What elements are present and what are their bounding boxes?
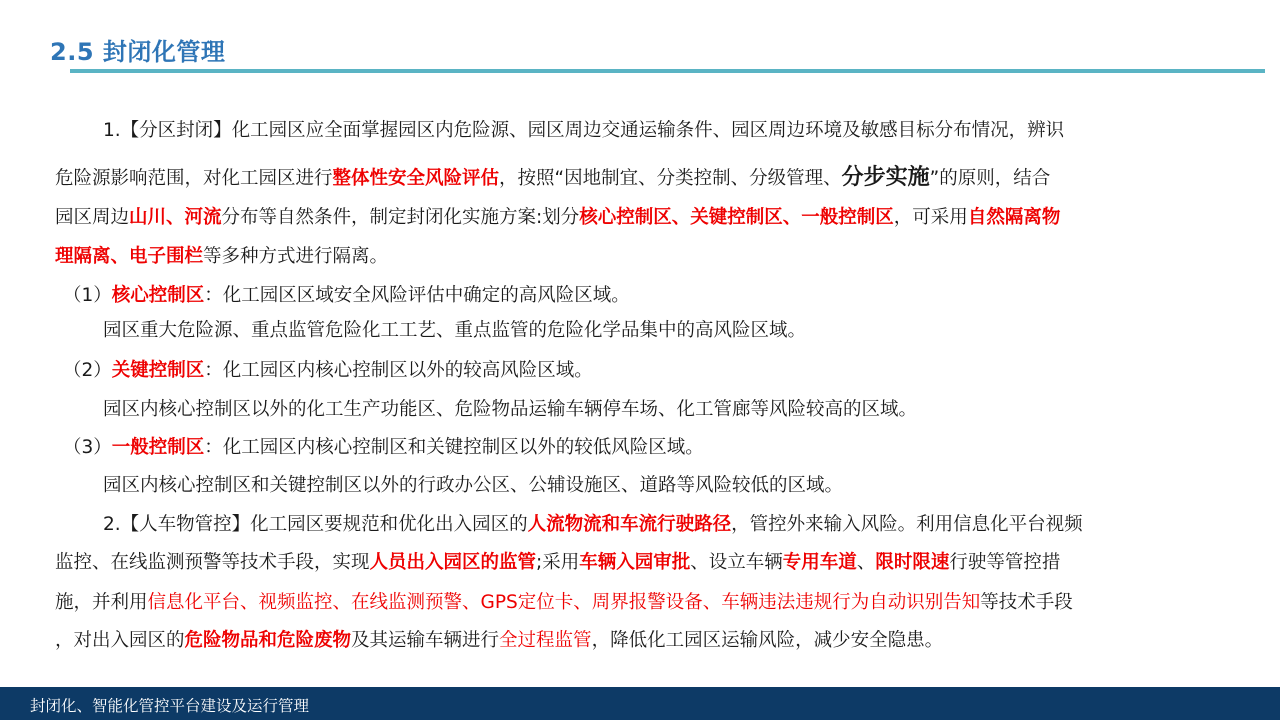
text-line <box>55 242 388 272</box>
text-run: （1） <box>63 285 112 306</box>
highlight-text: 信息化平台、视频监控、在线监测预警、GPS定位卡、周界报警设备、车辆违法违规行为自动识别告知 <box>147 592 981 613</box>
text-run: 1.【分区封闭】化工园区应全面掌握园区内危险源、园区周边交通运输条件、园区周边环境及敏感目标分布情况，辨识 <box>103 120 1065 141</box>
text-run: 分布等自然条件，制定封闭化实施方案:划分 <box>221 207 580 228</box>
text-run: ”的原则，结合 <box>929 168 1051 189</box>
text-line <box>55 281 630 311</box>
text-line <box>55 356 593 386</box>
text-line <box>55 471 843 501</box>
text-run: 园区重大危险源、重点监管危险化工工艺、重点监管的危险化学品集中的高风险区域。 <box>103 320 807 341</box>
text-run: 、设立车辆 <box>690 552 783 573</box>
text-run: 施，并利用 <box>55 592 148 613</box>
text-line <box>55 548 1060 578</box>
text-run: 危险源影响范围，对化工园区进行 <box>55 168 333 189</box>
highlight-text: 理隔离、电子围栏 <box>55 246 204 267</box>
text-run: 园区周边 <box>55 207 130 228</box>
text-run: ，按照“因地制宜、分类控制、分级管理、 <box>499 168 842 189</box>
text-run: ，管控外来输入风险。利用信息化平台视频 <box>731 514 1083 535</box>
highlight-text: 山川、河流 <box>129 207 222 228</box>
text-run: ，可采用 <box>893 207 968 228</box>
text-run: 及其运输车辆进行 <box>351 630 500 651</box>
footer-text: 封闭化、智能化管控平台建设及运行管理 <box>30 697 310 715</box>
text-run: ：化工园区内核心控制区和关键控制区以外的较低风险区域。 <box>204 437 704 458</box>
text-line <box>55 316 806 346</box>
highlight-text: 关键控制区 <box>111 360 205 381</box>
text-run: 监控、在线监测预警等技术手段，实现 <box>55 552 370 573</box>
text-run: 园区内核心控制区以外的化工生产功能区、危险物品运输车辆停车场、化工管廊等风险较高的区域。 <box>103 399 918 420</box>
text-run: 园区内核心控制区和关键控制区以外的行政办公区、公辅设施区、道路等风险较低的区域。 <box>103 475 844 496</box>
text-line <box>55 626 943 656</box>
highlight-text: 核心控制区 <box>111 285 205 306</box>
text-line <box>55 163 1050 193</box>
highlight-text: 危险物品和危险废物 <box>184 630 352 651</box>
highlight-text: 人员出入园区的监管 <box>369 552 537 573</box>
text-run: 、 <box>856 552 876 573</box>
title-underline <box>70 69 1265 73</box>
highlight-text: 整体性安全风险评估 <box>332 168 500 189</box>
highlight-text: 自然隔离物 <box>967 207 1061 228</box>
text-line <box>55 116 1064 146</box>
text-run: （3） <box>63 437 112 458</box>
highlight-text: 限时限速 <box>875 552 950 573</box>
text-line <box>55 588 1073 618</box>
text-run: 等多种方式进行隔离。 <box>203 246 389 267</box>
text-run: ：化工园区内核心控制区以外的较高风险区域。 <box>204 360 593 381</box>
text-line <box>55 395 917 425</box>
highlight-text: 一般控制区 <box>111 437 205 458</box>
highlight-text: 分步实施 <box>841 165 930 190</box>
text-run: ;采用 <box>536 552 580 573</box>
highlight-text: 车辆入园审批 <box>579 552 691 573</box>
text-run: ，降低化工园区运输风险，减少安全隐患。 <box>591 630 944 651</box>
text-line <box>55 433 704 463</box>
highlight-text: 核心控制区、关键控制区、一般控制区 <box>579 207 894 228</box>
highlight-text: 专用车道 <box>782 552 857 573</box>
text-run: 行驶等管控措 <box>949 552 1061 573</box>
text-line <box>55 203 1060 233</box>
text-run: 2.【人车物管控】化工园区要规范和优化出入园区的 <box>103 514 528 535</box>
text-run: ：化工园区区域安全风险评估中确定的高风险区域。 <box>204 285 630 306</box>
footer-bar <box>0 687 1280 720</box>
highlight-text: 人流物流和车流行驶路径 <box>527 514 732 535</box>
text-run: （2） <box>63 360 112 381</box>
text-run: 等技术手段 <box>980 592 1073 613</box>
highlight-text: 全过程监管 <box>499 630 592 651</box>
page-title: 2.5 封闭化管理 <box>50 38 226 66</box>
text-line <box>55 510 1083 540</box>
text-run: ，对出入园区的 <box>55 630 185 651</box>
